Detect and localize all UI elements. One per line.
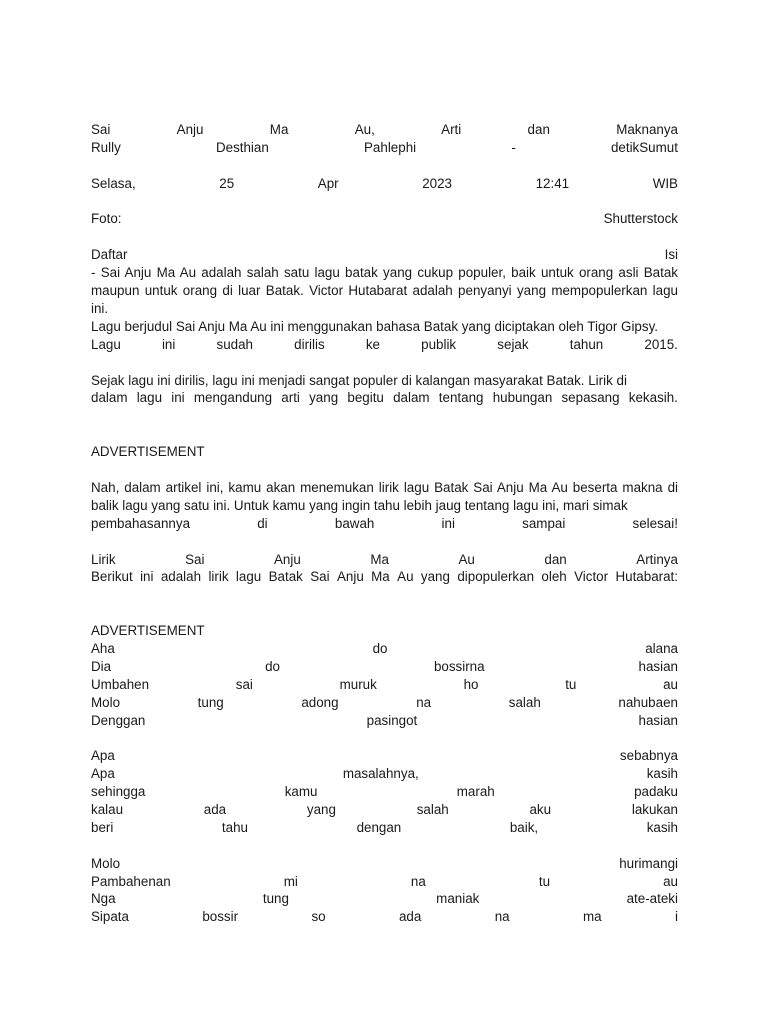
word: ini: [161, 336, 176, 352]
word: yang: [306, 801, 336, 817]
word: na: [494, 909, 510, 925]
word: tung: [262, 891, 289, 907]
lyric-line: [91, 658, 678, 676]
lyrics-stanza-1: [91, 640, 678, 729]
word: bossir: [202, 909, 239, 925]
word: bawah: [334, 515, 375, 531]
article-date: [91, 175, 678, 193]
word: nahubaen: [618, 694, 678, 710]
word: ini: [171, 390, 185, 406]
word: maniak: [436, 891, 480, 907]
word: Foto:: [91, 211, 122, 227]
word: lirik: [208, 569, 229, 585]
word: hubungan: [492, 390, 553, 406]
word: adong: [301, 694, 339, 710]
paragraph-article-intro: Nah, dalam artikel ini, kamu akan menemukan lirik lagu Batak Sai Anju Ma Au beserta makna di balik lagu yang satu ini. Untuk kamu yang ingin tahu lebih jaug tentang lagu ini, mari simak: [91, 479, 678, 513]
word: tahu: [221, 819, 248, 835]
word: Sipata: [91, 909, 129, 925]
word: Selasa,: [91, 175, 136, 191]
paragraph-intro: - Sai Anju Ma Au adalah salah satu lagu batak yang cukup populer, baik untuk orang asli Batak maupun untuk orang di luar Batak. Victor Hutabarat adalah penyanyi yang mempopulerkan lagu ini.: [91, 265, 678, 316]
word: Aha: [91, 640, 115, 656]
advertisement-label: ADVERTISEMENT: [91, 444, 205, 460]
word: so: [311, 909, 326, 925]
word: sudah: [216, 336, 253, 352]
word: mengandung: [193, 390, 273, 406]
article-title: [91, 121, 678, 139]
word: adalah: [160, 569, 202, 585]
lyric-line: [91, 676, 678, 694]
word: mi: [283, 873, 298, 889]
article: [91, 121, 678, 926]
word: padaku: [634, 784, 678, 800]
word: ke: [365, 336, 380, 352]
word: lagu: [235, 569, 262, 585]
lyric-line: [91, 855, 678, 873]
word: selesai!: [632, 515, 678, 531]
word: WIB: [652, 175, 678, 191]
word: do: [265, 658, 280, 674]
lyric-line: [91, 801, 678, 819]
word: na: [416, 694, 432, 710]
word: au: [663, 873, 678, 889]
word: Shutterstock: [603, 211, 678, 227]
word: Apa: [91, 766, 115, 782]
word: Molo: [91, 694, 121, 710]
word: tu: [565, 676, 577, 692]
word: Sai: [310, 569, 330, 585]
word: masalahnya,: [342, 766, 419, 782]
word: bossirna: [433, 658, 485, 674]
word: hasian: [638, 712, 678, 728]
word: dalam: [393, 390, 430, 406]
word: na: [410, 873, 426, 889]
photo-credit: [91, 210, 678, 228]
word: lagu: [136, 390, 163, 406]
word: kasih: [646, 819, 678, 835]
word: ate-ateki: [626, 891, 678, 907]
article-author: [91, 139, 678, 157]
word: Artinya: [636, 551, 678, 567]
word: 2023: [422, 175, 452, 191]
lyric-line: [91, 873, 678, 891]
paragraph-popularity: Sejak lagu ini dirilis, lagu ini menjadi sangat populer di kalangan masyarakat Batak. Lirik di: [91, 372, 627, 388]
word: tentang: [438, 390, 484, 406]
word: do: [372, 640, 388, 656]
word: yang: [420, 569, 450, 585]
word: publik: [421, 336, 457, 352]
advertisement-label: ADVERTISEMENT: [91, 623, 205, 639]
paragraph-composer: Lagu berjudul Sai Anju Ma Au ini menggunakan bahasa Batak yang diciptakan oleh Tigor Gipsy.: [91, 318, 658, 334]
word: Lirik: [91, 551, 116, 567]
word: dengan: [356, 819, 402, 835]
word: Berikut: [91, 569, 133, 585]
word: dan: [544, 551, 567, 567]
word: 2015.: [644, 336, 678, 352]
word: dipopulerkan: [457, 569, 535, 585]
word: 12:41: [535, 175, 570, 191]
word: Isi: [664, 247, 678, 263]
word: ma: [582, 909, 602, 925]
word: pembahasannya: [91, 515, 191, 531]
word: lakukan: [631, 801, 678, 817]
word: Arti: [441, 122, 462, 137]
word: Au: [397, 569, 414, 585]
word: pasingot: [366, 712, 418, 728]
word: tu: [538, 873, 551, 889]
lyric-line: [91, 747, 678, 765]
word: Nga: [91, 891, 116, 907]
word: hurimangi: [619, 855, 678, 871]
word: arti: [281, 390, 300, 406]
paragraph-popularity-last-line: [91, 389, 678, 407]
word: Ma: [370, 551, 389, 567]
word: Au: [458, 551, 475, 567]
word: 25: [219, 175, 235, 191]
lyrics-heading: [91, 551, 678, 569]
word: begitu: [347, 390, 384, 406]
word: hasian: [638, 658, 678, 674]
lyric-line: [91, 783, 678, 801]
word: Dia: [91, 658, 112, 674]
word: Anju: [336, 569, 364, 585]
word: baik,: [509, 819, 539, 835]
word: beri: [91, 819, 114, 835]
word: Ma: [269, 122, 289, 137]
word: aku: [529, 801, 552, 817]
lyric-line: [91, 765, 678, 783]
word: Lagu: [91, 336, 121, 352]
word: dan: [527, 122, 550, 137]
word: Sai: [185, 551, 205, 567]
word: kalau: [91, 801, 124, 817]
paragraph-composer-last-line: [91, 336, 678, 354]
word: Desthian: [215, 139, 269, 155]
word: sejak: [497, 336, 529, 352]
word: dalam: [91, 390, 128, 406]
lyrics-stanza-2: [91, 747, 678, 836]
word: Denggan: [91, 712, 146, 728]
lyric-line: [91, 908, 678, 926]
word: -: [511, 139, 516, 155]
word: Apa: [91, 748, 115, 764]
lyrics-intro: [91, 568, 678, 586]
word: muruk: [339, 676, 377, 692]
word: Daftar: [91, 247, 128, 263]
word: i: [674, 909, 678, 925]
word: kamu: [284, 784, 318, 800]
lyrics-stanza-3: [91, 855, 678, 927]
word: marah: [456, 784, 495, 800]
lyric-line: [91, 694, 678, 712]
word: sampai: [522, 515, 566, 531]
word: Au,: [354, 122, 375, 137]
word: Molo: [91, 855, 121, 871]
word: Apr: [317, 175, 339, 191]
word: sebabnya: [619, 748, 678, 764]
word: au: [663, 676, 678, 692]
word: sai: [235, 676, 253, 692]
word: ini: [140, 569, 154, 585]
word: ada: [203, 801, 227, 817]
word: detikSumut: [610, 139, 678, 155]
word: salah: [508, 694, 541, 710]
word: Anju: [273, 551, 301, 567]
lyric-line: [91, 640, 678, 658]
word: sehingga: [91, 784, 146, 800]
word: Umbahen: [91, 676, 150, 692]
word: oleh: [541, 569, 567, 585]
word: Sai: [91, 122, 111, 137]
word: ada: [398, 909, 422, 925]
word: Pambahenan: [91, 873, 171, 889]
word: tung: [197, 694, 224, 710]
word: Ma: [371, 569, 390, 585]
word: Rully: [91, 139, 121, 155]
word: Batak: [268, 569, 303, 585]
word: di: [257, 515, 268, 531]
lyric-line: [91, 890, 678, 908]
lyric-line: [91, 819, 678, 837]
word: kasih: [646, 766, 678, 782]
word: tahun: [569, 336, 604, 352]
lyric-line: [91, 712, 678, 730]
word: Pahlephi: [364, 139, 417, 155]
word: sepasang: [561, 390, 620, 406]
word: alana: [645, 640, 678, 656]
word: ho: [463, 676, 479, 692]
word: salah: [416, 801, 449, 817]
word: Victor: [574, 569, 609, 585]
paragraph-article-intro-last-line: [91, 515, 678, 533]
word: ini: [441, 515, 455, 531]
table-of-contents-label: [91, 246, 678, 264]
word: dirilis: [294, 336, 325, 352]
word: yang: [309, 390, 339, 406]
word: Anju: [176, 122, 204, 137]
word: kekasih.: [628, 390, 678, 406]
word: Maknanya: [616, 122, 678, 137]
word: Hutabarat:: [615, 569, 678, 585]
